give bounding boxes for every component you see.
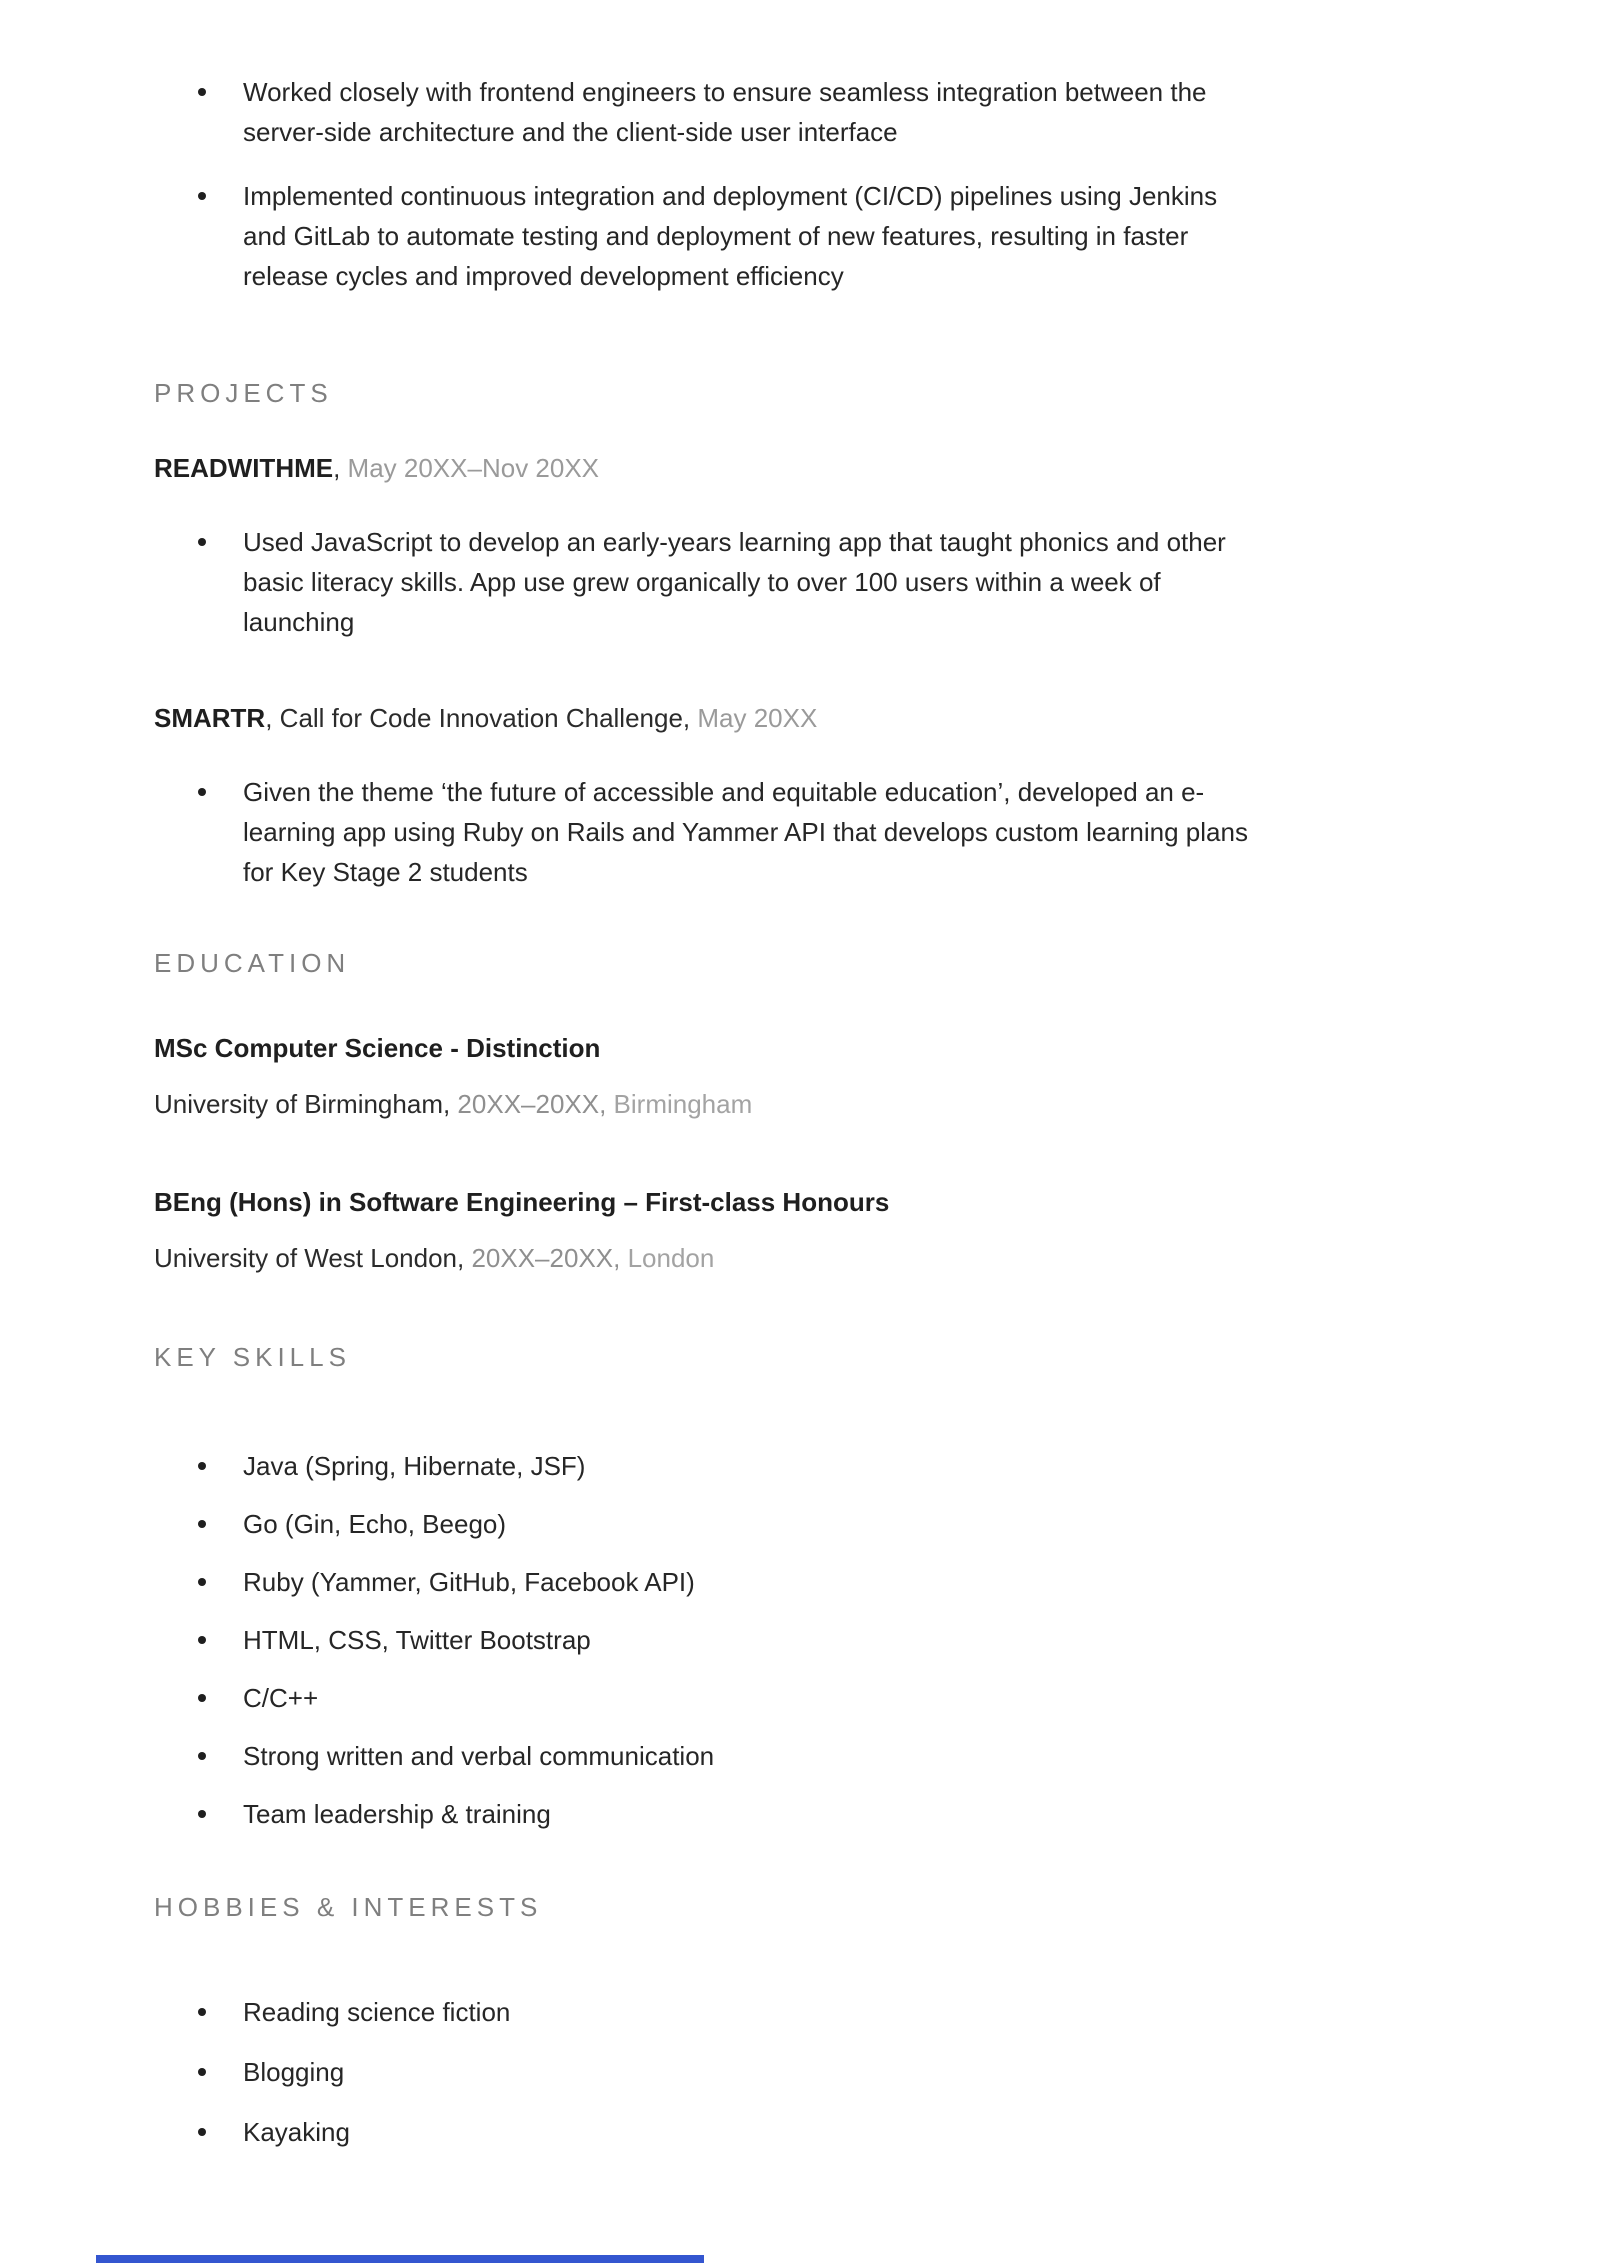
skill-item: Java (Spring, Hibernate, JSF) [154, 1446, 1254, 1486]
skill-item: C/C++ [154, 1678, 1254, 1718]
education-detail-line [154, 1238, 1446, 1278]
education-location: London [620, 1243, 715, 1273]
hobby-item: Kayaking [154, 2112, 1254, 2152]
experience-bullet-list [154, 72, 1446, 296]
project-entry-smartr [154, 698, 1446, 738]
education-location: Birmingham [606, 1089, 753, 1119]
skill-item: Go (Gin, Echo, Beego) [154, 1504, 1254, 1544]
education-dates: 20XX–20XX, [464, 1243, 621, 1273]
project-date: May 20XX [697, 703, 818, 733]
project-bullet-list [154, 772, 1446, 892]
experience-bullet: Implemented continuous integration and deployment (CI/CD) pipelines using Jenkins and GitLab to automate testing and deployment of new features, resulting in faster release cycles and improved development efficiency [154, 176, 1254, 296]
page-bottom-accent-bar [96, 2255, 704, 2263]
education-section-heading: EDUCATION [154, 948, 351, 978]
skill-item: Ruby (Yammer, GitHub, Facebook API) [154, 1562, 1254, 1602]
key-skills-list [154, 1446, 1446, 1834]
project-suffix: , Call for Code Innovation Challenge, [265, 703, 698, 733]
project-bullet-list [154, 522, 1446, 642]
skill-item: HTML, CSS, Twitter Bootstrap [154, 1620, 1254, 1660]
skill-item: Strong written and verbal communication [154, 1736, 1254, 1776]
key-skills-section-heading: KEY SKILLS [154, 1342, 351, 1372]
experience-bullet: Worked closely with frontend engineers to ensure seamless integration between the server-side architecture and the client-side user interface [154, 72, 1254, 152]
school-name: University of Birmingham, [154, 1089, 451, 1119]
project-bullet: Given the theme ‘the future of accessible and equitable education’, developed an e-learning app using Ruby on Rails and Yammer API that develops custom learning plans for Key Stage 2 students [154, 772, 1254, 892]
skill-item: Team leadership & training [154, 1794, 1254, 1834]
hobby-item: Blogging [154, 2052, 1254, 2092]
degree-title: MSc Computer Science - Distinction [154, 1033, 601, 1063]
project-name: SMARTR [154, 703, 266, 733]
projects-section-heading: PROJECTS [154, 378, 333, 408]
education-detail-line [154, 1084, 1446, 1124]
hobbies-list [154, 1992, 1446, 2152]
hobby-item: Reading science fiction [154, 1992, 1254, 2032]
hobbies-section-heading: HOBBIES & INTERESTS [154, 1892, 543, 1922]
project-bullet: Used JavaScript to develop an early-years learning app that taught phonics and other basic literacy skills. App use grew organically to over 100 users within a week of launching [154, 522, 1254, 642]
project-name: READWITHME [154, 453, 334, 483]
project-suffix: , [333, 453, 348, 483]
school-name: University of West London, [154, 1243, 465, 1273]
project-date: May 20XX–Nov 20XX [347, 453, 600, 483]
education-dates: 20XX–20XX, [450, 1089, 607, 1119]
degree-title: BEng (Hons) in Software Engineering – First-class Honours [154, 1187, 890, 1217]
project-entry-readwithme [154, 448, 1446, 488]
